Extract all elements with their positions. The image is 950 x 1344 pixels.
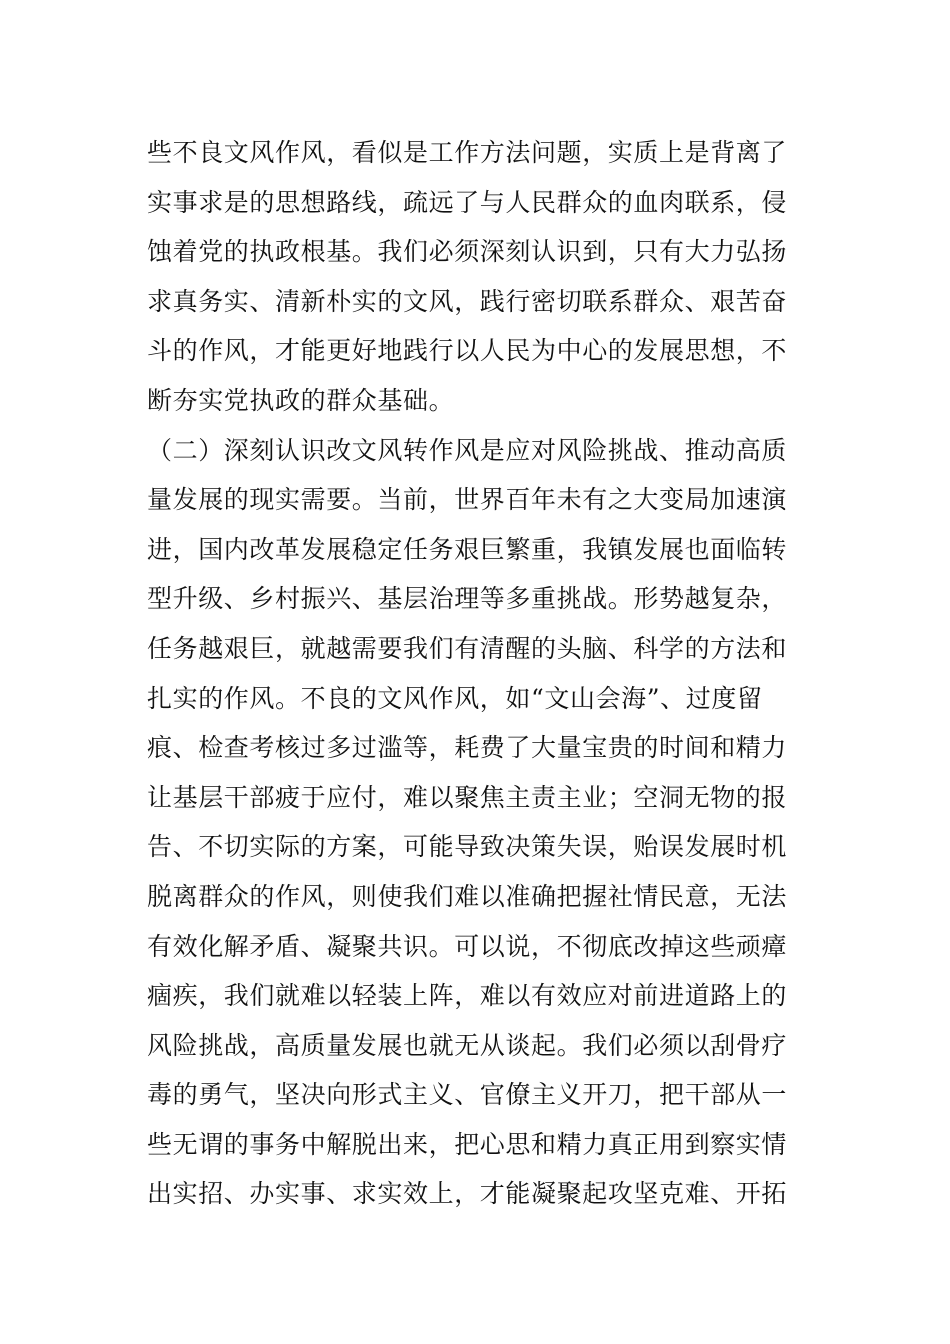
text-line: 实事求是的思想路线，疏远了与人民群众的血肉联系，侵 — [147, 187, 788, 217]
text-line: 扎实的作风。不良的文风作风，如“文山会海”、过度留 — [147, 683, 763, 713]
text-line: 有效化解矛盾、凝聚共识。可以说，不彻底改掉这些顽瘴 — [147, 931, 788, 961]
text-line: 量发展的现实需要。当前，世界百年未有之大变局加速演 — [147, 485, 788, 515]
text-line: 型升级、乡村振兴、基层治理等多重挑战。形势越复杂， — [147, 584, 788, 614]
document-body — [147, 128, 817, 1219]
text-line: 断夯实党执政的群众基础。 — [147, 385, 455, 415]
text-line: 斗的作风，才能更好地践行以人民为中心的发展思想，不 — [147, 336, 788, 366]
text-line: 风险挑战，高质量发展也就无从谈起。我们必须以刮骨疗 — [147, 1030, 788, 1060]
text-line: 些无谓的事务中解脱出来，把心思和精力真正用到察实情 — [147, 1129, 788, 1159]
text-line: 痼疾，我们就难以轻装上阵，难以有效应对前进道路上的 — [147, 981, 788, 1011]
text-line: 让基层干部疲于应付，难以聚焦主责主业；空洞无物的报 — [147, 782, 788, 812]
text-line: 些不良文风作风，看似是工作方法问题，实质上是背离了 — [147, 138, 788, 167]
text-line: 告、不切实际的方案，可能导致决策失误，贻误发展时机 — [147, 832, 788, 862]
text-line: （二）深刻认识改文风转作风是应对风险挑战、推动高质 — [147, 435, 788, 465]
text-line: 毒的勇气，坚决向形式主义、官僚主义开刀，把干部从一 — [147, 1080, 788, 1110]
paragraph-1-continued — [147, 128, 817, 426]
paragraph-2 — [147, 426, 817, 1220]
text-line: 求真务实、清新朴实的文风，践行密切联系群众、艰苦奋 — [147, 286, 788, 316]
text-line: 出实招、办实事、求实效上，才能凝聚起攻坚克难、开拓 — [147, 1179, 788, 1209]
text-line: 脱离群众的作风，则使我们难以准确把握社情民意，无法 — [147, 881, 788, 911]
text-line: 痕、检查考核过多过滥等，耗费了大量宝贵的时间和精力 — [147, 733, 788, 763]
text-line: 进，国内改革发展稳定任务艰巨繁重，我镇发展也面临转 — [147, 534, 788, 564]
text-line: 任务越艰巨，就越需要我们有清醒的头脑、科学的方法和 — [147, 633, 788, 663]
text-line: 蚀着党的执政根基。我们必须深刻认识到，只有大力弘扬 — [147, 237, 788, 267]
